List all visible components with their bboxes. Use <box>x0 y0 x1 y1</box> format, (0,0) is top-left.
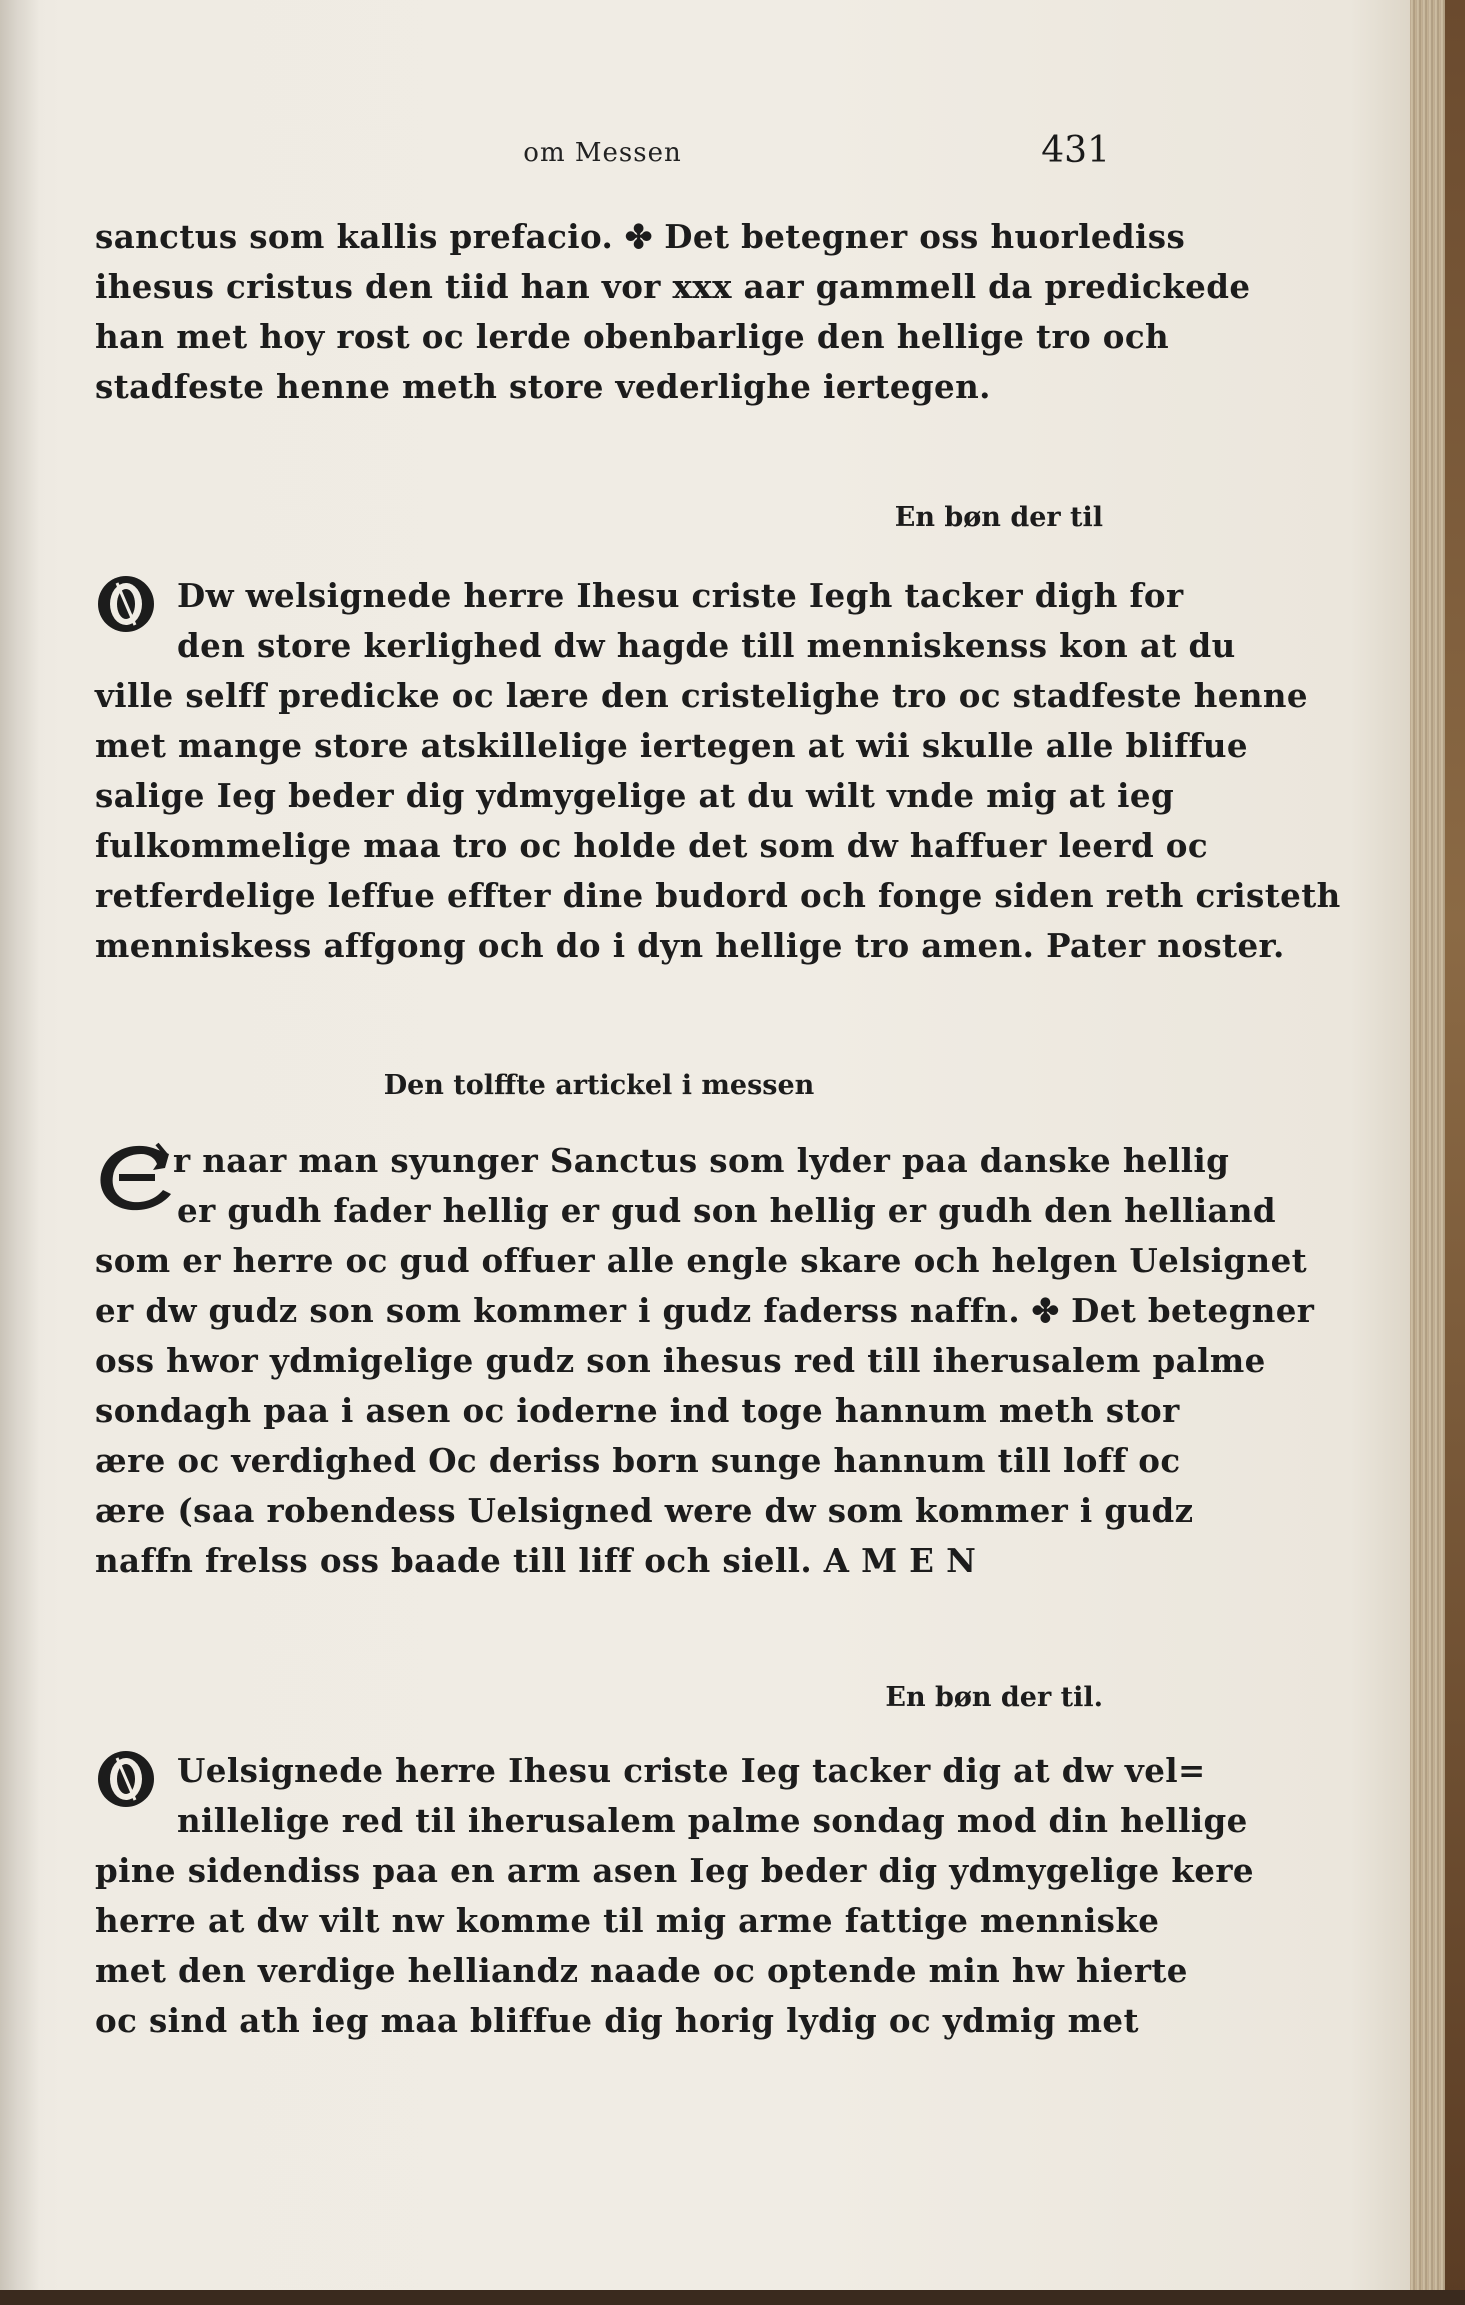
text-line: Uelsignede herre Ihesu criste Ieg tacker dig at dw vel= <box>177 1751 1206 1790</box>
paragraph-1 <box>95 212 1251 412</box>
text-line: r naar man syunger Sanctus som lyder paa danske hellig <box>173 1141 1230 1180</box>
text-line: er dw gudz son som kommer i gudz faderss naffn. ✤ Det betegner <box>95 1291 1315 1330</box>
page-gutter <box>0 0 40 2290</box>
text-line: menniskess affgong och do i dyn hellige tro amen. Pater noster. <box>95 926 1285 965</box>
page-header <box>95 130 1110 180</box>
text-line: som er herre oc gud offuer alle engle skare och helgen Uelsignet <box>95 1241 1308 1280</box>
page-edges <box>1410 0 1445 2290</box>
text-line: ville selff predicke oc lære den cristelighe tro oc stadfeste henne <box>95 676 1308 715</box>
text-line: er gudh fader hellig er gud son hellig er gudh den helliand <box>177 1191 1277 1230</box>
text-line: Dw welsignede herre Ihesu criste Iegh tacker digh for <box>177 576 1184 615</box>
running-title: om Messen <box>523 138 682 168</box>
text-line: pine sidendiss paa en arm asen Ieg beder dig ydmygelige kere <box>95 1851 1254 1890</box>
text-line: ihesus cristus den tiid han vor xxx aar gammell da predickede <box>95 267 1251 306</box>
paragraph-2 <box>95 1136 1315 1586</box>
prayer-2 <box>95 1746 1254 2046</box>
text-line: retferdelige leffue effter dine budord och fonge siden reth cristeth <box>95 876 1341 915</box>
book-bottom-edge <box>0 2290 1465 2305</box>
text-line: han met hoy rost oc lerde obenbarlige den hellige tro och <box>95 317 1170 356</box>
text-line: met mange store atskillelige iertegen at wii skulle alle bliffue <box>95 726 1249 765</box>
text-line: oss hwor ydmigelige gudz son ihesus red till iherusalem palme <box>95 1341 1266 1380</box>
text-line: fulkommelige maa tro oc holde det som dw haffuer leerd oc <box>95 826 1209 865</box>
text-line: met den verdige helliandz naade oc optende min hw hierte <box>95 1951 1188 1990</box>
book-cover-edge <box>1445 0 1465 2305</box>
page-number: 431 <box>1041 130 1110 171</box>
text-line: naffn frelss oss baade till liff och siell. A M E N <box>95 1541 977 1580</box>
section-heading: Den tolffte artickel i messen <box>383 1070 815 1101</box>
text-line: sondagh paa i asen oc ioderne ind toge hannum meth stor <box>95 1391 1180 1430</box>
text-line: salige Ieg beder dig ydmygelige at du wilt vnde mig at ieg <box>95 776 1175 815</box>
text-line: sanctus som kallis prefacio. ✤ Det betegner oss huorlediss <box>95 217 1186 256</box>
text-line: oc sind ath ieg maa bliffue dig horig lydig oc ydmig met <box>95 2001 1139 2040</box>
prayer-1 <box>95 571 1341 971</box>
text-line: den store kerlighed dw hagde till menniskenss kon at du <box>177 626 1236 665</box>
section-heading: En bøn der til. <box>885 1682 1103 1713</box>
text-line: ære (saa robendess Uelsigned were dw som kommer i gudz <box>95 1491 1194 1530</box>
section-heading: En bøn der til <box>894 502 1103 533</box>
text-line: herre at dw vilt nw komme til mig arme fattige menniske <box>95 1901 1160 1940</box>
text-line: stadfeste henne meth store vederlighe iertegen. <box>95 367 991 406</box>
text-line: nillelige red til iherusalem palme sondag mod din hellige <box>177 1801 1248 1840</box>
text-line: ære oc verdighed Oc deriss born sunge hannum till loff oc <box>95 1441 1181 1480</box>
